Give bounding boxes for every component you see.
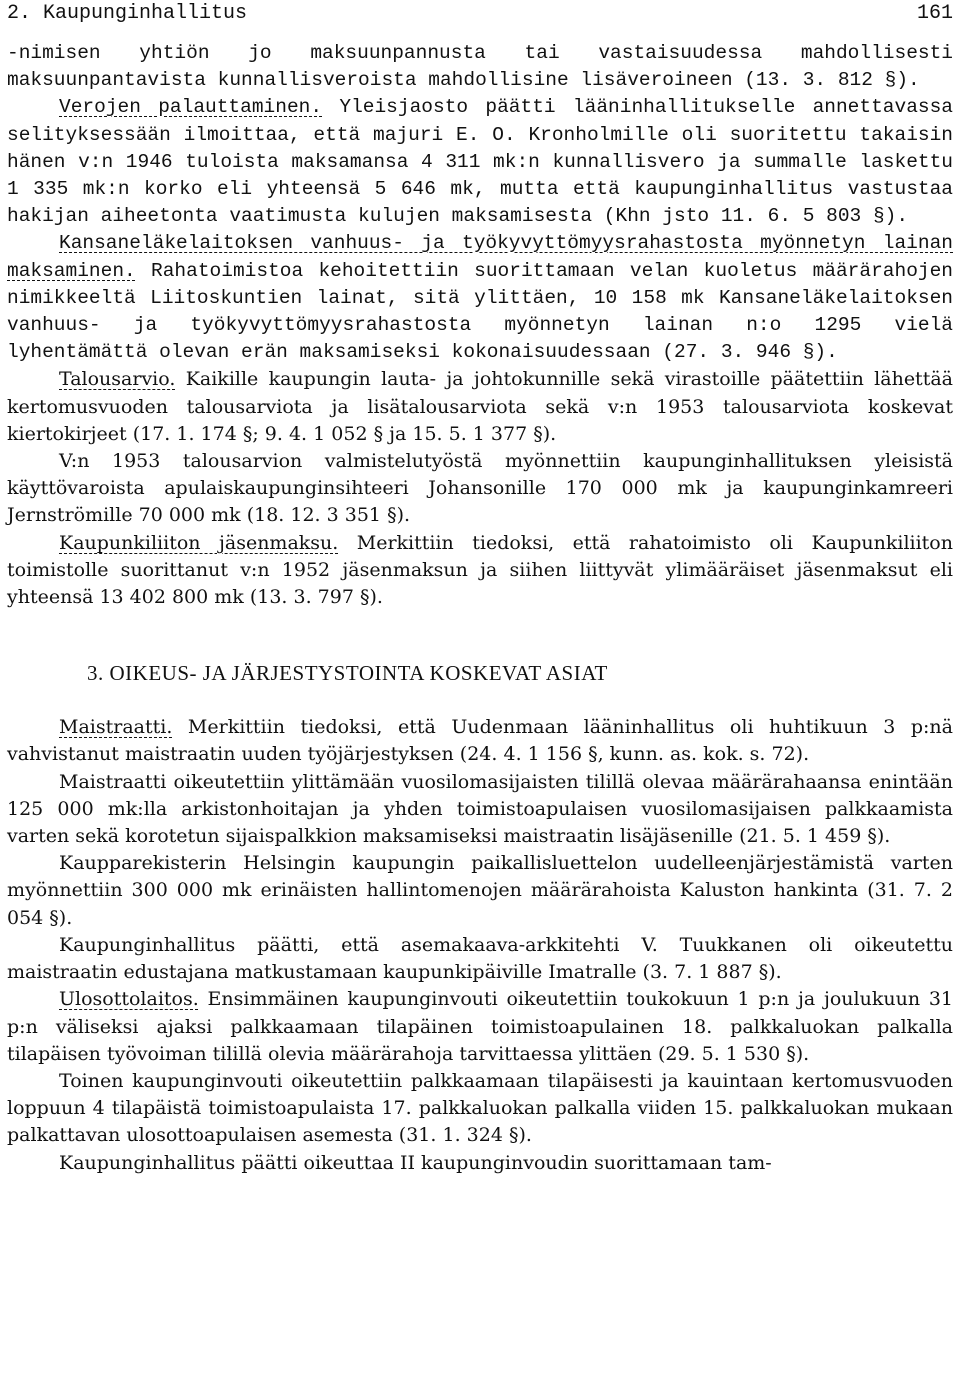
paragraph bbox=[7, 448, 953, 530]
page-header bbox=[7, 0, 953, 27]
paragraph bbox=[7, 530, 953, 612]
paragraph-text: Kaupunginhallitus päätti, että asemakaava-arkkitehti V. Tuukkanen oli oikeutettu maistraatin edustajana matkustamaan kaupunkipäiville Imatralle (3. 7. 1 887 §). bbox=[7, 933, 953, 984]
paragraph-text: V:n 1953 talousarvion valmistelutyöstä myönnettiin kaupunginhallituksen yleisistä käyttövaroista apulaiskaupunginsihteeri Johansonille 170 000 mk ja kaupunginkamreeri Jernströmille 70 000 mk (18. 12. 3 351 §). bbox=[7, 450, 953, 527]
paragraph-text: Maistraatti oikeutettiin ylittämään vuosilomasijaisten tilillä olevaa määrärahaansa enintään 125 000 mk:lla arkistonhoitajan ja yhden toimistoapulaisen vuosilomasijaisen palkkaamista varten sekä korotetun sijaispalkkion maksamiseksi maistraatin lisäjäsenille (21. 5. 1 459 §). bbox=[7, 770, 953, 848]
running-head: 2. Kaupunginhallitus bbox=[7, 2, 248, 25]
paragraph bbox=[7, 40, 953, 94]
paragraph-heading: Talousarvio. bbox=[59, 368, 176, 391]
section-heading: 3. OIKEUS- JA JÄRJESTYSTOINTA KOSKEVAT ASIAT bbox=[87, 661, 608, 686]
paragraph-heading: Verojen palauttaminen. bbox=[59, 96, 323, 119]
page-number: 161 bbox=[916, 2, 953, 25]
paragraph bbox=[7, 1150, 953, 1177]
paragraph bbox=[7, 1068, 953, 1150]
paragraph-heading: Maistraatti. bbox=[59, 716, 173, 739]
paragraph bbox=[7, 769, 953, 851]
paragraph-heading: Ulosottolaitos. bbox=[59, 988, 199, 1011]
paragraph-text: Kaupparekisterin Helsingin kaupungin paikallisluettelon uudelleenjärjestämistä varten myönnettiin 300 000 mk erinäisten hallintomenojen määrärahoista Kaluston hankinta (31. 7. 2 054 §). bbox=[7, 852, 953, 929]
paragraph bbox=[7, 366, 953, 448]
paragraph-text: Kaikille kaupungin lauta- ja johtokunnille sekä virastoille päätettiin lähettää kertomusvuoden talousarviota ja lisätalousarviota sekä v:n 1953 talousarviota koskevat kiertokirjeet (17. 1. 174 §; 9. 4. 1 052 § ja 15. 5. 1 377 §). bbox=[7, 368, 953, 445]
paragraph bbox=[7, 986, 953, 1068]
document-page bbox=[7, 0, 953, 1177]
paragraph-text: Rahatoimistoa kehoitettiin suorittamaan velan kuoletus määrärahojen nimikkeeltä Liitoskuntien lainat, sitä ylittäen, 10 158 mk Kansaneläkelaitoksen vanhuus- ja työkyvyttömyysrahastosta myönnetyn lainan n:o 1295 vielä lyhentämättä olevan erän maksamiseksi kokonaisuudessaan (27. 3. 946 §). bbox=[7, 259, 953, 364]
paragraph bbox=[7, 932, 953, 986]
paragraph-text: Kaupunginhallitus päätti oikeuttaa II kaupunginvoudin suorittamaan tam- bbox=[59, 1151, 772, 1174]
paragraph bbox=[7, 230, 953, 366]
paragraph-text: Toinen kaupunginvouti oikeutettiin palkkaamaan tilapäisesti ja kauintaan kertomusvuoden loppuun 4 tilapäistä toimistoapulaista 17. palkkaluokan palkalla viiden 15. palkkaluokan mukaan palkattavan ulosottoapulaisen asemesta (31. 1. 324 §). bbox=[7, 1069, 953, 1147]
paragraph-heading: Kaupunkiliiton jäsenmaksu. bbox=[59, 531, 339, 554]
paragraph bbox=[7, 850, 953, 932]
paragraph-heading: Kansaneläkelaitoksen vanhuus- ja työkyvyttömyysrahastosta myönnetyn lainan maksaminen. bbox=[7, 232, 953, 282]
paragraph bbox=[7, 94, 953, 230]
paragraph bbox=[7, 714, 953, 768]
paragraph-text: Yleisjaosto päätti lääninhallitukselle annettavassa selityksessään ilmoittaa, että majuri E. O. Kronholmille oli suoritettu takaisin hänen v:n 1946 tuloista maksamansa 4 311 mk:n kunnallisvero ja summalle laskettu 1 335 mk:n korko eli yhteensä 5 646 mk, mutta että kaupunginhallitus vastustaa hakijan aiheetonta vaatimusta kulujen maksamisesta (Khn jsto 11. 6. 5 803 §). bbox=[7, 96, 953, 228]
paragraph-text: Merkittiin tiedoksi, että Uudenmaan lääninhallitus oli huhtikuun 3 p:nä vahvistanut maistraatin uuden työjärjestyksen (24. 4. 1 156 §, kunn. as. kok. s. 72). bbox=[7, 716, 953, 766]
paragraph-text: Merkittiin tiedoksi, että rahatoimisto oli Kaupunkiliiton toimistolle suorittanut v:n 1952 jäsenmaksun ja siihen liittyvät ylimääräiset jäsenmaksut eli yhteensä 13 402 800 mk (13. 3. 797 §). bbox=[7, 531, 953, 609]
paragraph-text: Ensimmäinen kaupunginvouti oikeutettiin toukokuun 1 p:n ja joulukuun 31 p:n väliseksi ajaksi palkkaamaan tilapäinen toimistoapulainen 18. palkkaluokan palkalla tilapäisen työvoiman tilillä olevia määrärahoja tarvittaessa ylittäen (29. 5. 1 530 §). bbox=[7, 988, 953, 1065]
paragraph-text: -nimisen yhtiön jo maksuunpannusta tai vastaisuudessa mahdollisesti maksuunpantavista kunnallisveroista mahdollisine lisäveroineen (13. 3. 812 §). bbox=[7, 42, 953, 92]
